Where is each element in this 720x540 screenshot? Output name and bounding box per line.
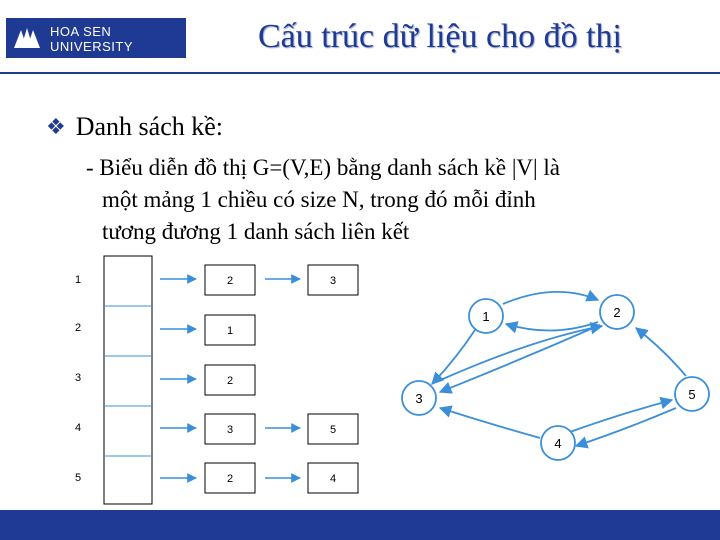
graph-node-label: 5: [688, 387, 696, 402]
body-line-3: tương đương 1 danh sách liên kết: [102, 219, 410, 244]
list-node-value: 2: [226, 275, 234, 287]
footer-bar: [0, 510, 720, 540]
index-label: 4: [74, 422, 82, 434]
list-node-value: 3: [226, 424, 234, 436]
slide-title: Cấu trúc dữ liệu cho đồ thị: [257, 18, 623, 55]
logo-line-1: HOA SEN: [50, 24, 112, 39]
graph-node-label: 2: [613, 305, 621, 320]
index-label: 1: [74, 274, 82, 286]
graph-node-label: 3: [415, 391, 423, 406]
list-node-value: 3: [329, 275, 337, 287]
diamond-bullet-icon: ❖: [46, 114, 66, 139]
graph-node-label: 4: [554, 436, 562, 451]
body-line-1: - Biểu diễn đồ thị G=(V,E) bằng danh sách kề |V| là: [86, 155, 560, 180]
list-node-value: 4: [329, 473, 337, 485]
index-label: 5: [74, 472, 82, 484]
graph-edge-2-3: [440, 325, 600, 392]
graph-edge-1-2: [503, 292, 598, 304]
index-label: 2: [74, 322, 82, 334]
index-label: 3: [74, 372, 82, 384]
graph-edge-4-3: [440, 408, 540, 438]
list-node-value: 2: [226, 375, 234, 387]
graph-edge-1-3: [432, 330, 475, 384]
graph-edge-5-2: [636, 328, 686, 376]
list-node-value: 1: [226, 325, 234, 337]
bullet-text: Danh sách kề:: [75, 112, 224, 141]
graph-node-label: 1: [482, 309, 490, 324]
logo-line-2: UNIVERSITY: [50, 39, 134, 54]
body-line-2: một mảng 1 chiều có size N, trong đó mỗi đỉnh: [102, 187, 536, 212]
list-node-value: 2: [226, 473, 234, 485]
list-node-value: 5: [329, 424, 337, 436]
